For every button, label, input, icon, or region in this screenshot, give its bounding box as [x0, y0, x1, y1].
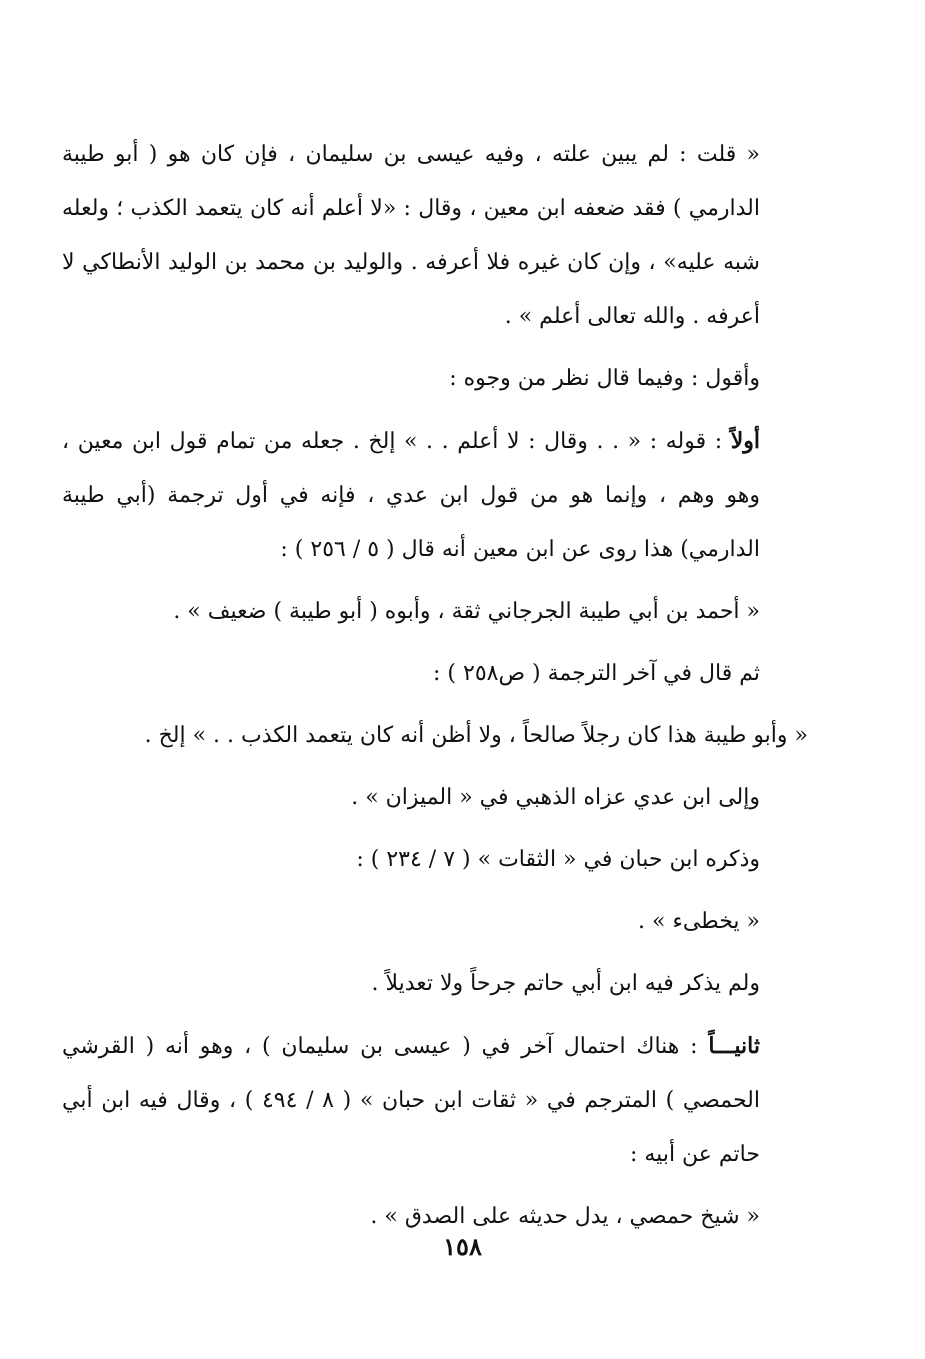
quotation-ibn-adi: « وأبو طيبة هذا كان رجلاً صالحاً ، ولا أظن أنه كان يتعمد الكذب . . » إلخ .: [144, 723, 808, 748]
second-point-text: : هناك احتمال آخر في ( عيسى بن سليمان ) ، وهو أنه ( القرشي الحمصي ) المترجم في « ثقات ابن حبان » ( ٨ / ٤٩٤ ) ، وقال فيه ابن أبي حاتم عن أبيه :: [62, 1034, 760, 1167]
paragraph-second-point: [62, 1019, 808, 1182]
paragraph-first-point: [62, 414, 808, 577]
first-point-lead: أولاً: [730, 428, 760, 454]
paragraph-intro: وأقول : وفيما قال نظر من وجوه :: [449, 366, 760, 391]
second-point-lead: ثانيـــاً: [708, 1033, 760, 1059]
quotation-ibn-maeen: « أحمد بن أبي طيبة الجرجاني ثقة ، وأبوه ( أبو طيبة ) ضعيف » .: [173, 599, 760, 624]
paragraph-quote-ruling: « قلت : لم يبين علته ، وفيه عيسى بن سليمان ، فإن كان هو ( أبو طيبة الدارمي ) فقد ضعفه ابن معين ، وقال : «لا أعلم أنه كان يتعمد الكذب ؛ ولعله شبه عليه» ، وإن كان غيره فلا أعرفه . والوليد بن محمد بن الوليد الأنطاكي لا أعرفه . والله تعالى أعلم » .: [62, 142, 760, 329]
paragraph-mizan: وإلى ابن عدي عزاه الذهبي في « الميزان » .: [351, 785, 760, 810]
quotation-sheikh-himsi: « شيخ حمصي ، يدل حديثه على الصدق » .: [370, 1204, 760, 1229]
body-text: [62, 128, 808, 1244]
page-number: ١٥٨: [443, 1232, 482, 1261]
paragraph-thiqat: وذكره ابن حبان في « الثقات » ( ٧ / ٢٣٤ ) :: [356, 847, 760, 872]
paragraph-ibn-abi-hatim: ولم يذكر فيه ابن أبي حاتم جرحاً ولا تعديلاً .: [371, 971, 760, 996]
first-point-text: : قوله : « . . وقال : لا أعلم . . » إلخ . جعله من تمام قول ابن معين ، وهو وهم ، وإنما هو من قول ابن عدي ، فإنه في أول ترجمة (أبي طيبة الدارمي) هذا روى عن ابن معين أنه قال ( ٥ / ٢٥٦ ) :: [62, 429, 760, 562]
quotation-yukhti: « يخطىء » .: [638, 909, 760, 934]
paragraph-end-of-entry: ثم قال في آخر الترجمة ( ص٢٥٨ ) :: [433, 661, 760, 686]
